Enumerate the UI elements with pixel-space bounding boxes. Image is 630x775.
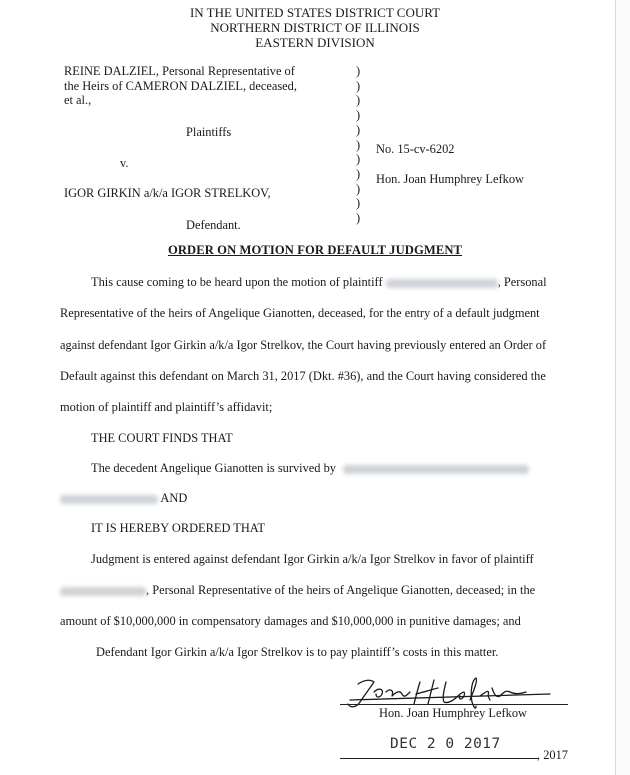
plaintiffs-label: Plaintiffs — [186, 125, 232, 139]
p3-line-2 — [60, 583, 535, 598]
court-name: IN THE UNITED STATES DISTRICT COURT — [189, 5, 441, 20]
redacted-survivors-cont — [60, 495, 158, 504]
caption-divider — [356, 64, 360, 226]
date-stamp: DEC 2 0 2017 — [390, 736, 501, 752]
redacted-survivors — [343, 465, 529, 474]
p1-line-1 — [91, 275, 547, 290]
p1-line-1-tail: , Personal — [497, 275, 547, 289]
judge-name: Hon. Joan Humphrey Lefkow — [376, 172, 524, 186]
finds-heading: THE COURT FINDS THAT — [91, 431, 233, 445]
paren-mark: ) — [356, 78, 361, 93]
paren-mark: ) — [356, 122, 361, 137]
court-header — [0, 5, 630, 50]
p2-line-2-text: AND — [160, 491, 188, 505]
paren-mark: ) — [356, 181, 361, 196]
p2-line-1-text: The decedent Angelique Gianotten is survived by — [91, 461, 336, 475]
paren-mark: ) — [356, 166, 361, 181]
order-title: ORDER ON MOTION FOR DEFAULT JUDGMENT — [167, 243, 463, 257]
case-number: No. 15-cv-6202 — [376, 142, 455, 156]
p1-line-4: Default against this defendant on March 31, 2017 (Dkt. #36), and the Court having considered the — [60, 369, 546, 383]
paren-mark: ) — [356, 196, 361, 211]
page-edge — [615, 0, 630, 775]
plaintiff-line-2: the Heirs of CAMERON DALZIEL, deceased, — [64, 78, 297, 93]
p3-line-2-text: , Personal Representative of the heirs of Angelique Gianotten, deceased; in the — [146, 583, 536, 597]
court-division: EASTERN DIVISION — [255, 35, 375, 50]
redacted-plaintiff — [60, 587, 146, 596]
paren-mark: ) — [356, 211, 361, 226]
date-year: , 2017 — [537, 748, 568, 762]
p4-line-1: Defendant Igor Girkin a/k/a Igor Strelkov is to pay plaintiff’s costs in this matter. — [96, 645, 499, 659]
paren-mark: ) — [356, 64, 361, 78]
court-district: NORTHERN DISTRICT OF ILLINOIS — [210, 20, 420, 35]
signer-name: Hon. Joan Humphrey Lefkow — [379, 706, 527, 720]
defendant-label: Defendant. — [186, 218, 241, 232]
versus-label: v. — [120, 156, 129, 170]
signature-line — [340, 704, 568, 705]
paren-mark: ) — [356, 108, 361, 123]
redacted-name — [386, 279, 498, 288]
p1-line-5: motion of plaintiff and plaintiff’s affidavit; — [60, 400, 273, 414]
p1-line-3: against defendant Igor Girkin a/k/a Igor Strelkov, the Court having previously entered an Order of — [60, 338, 547, 352]
paren-mark: ) — [356, 152, 361, 167]
date-line — [340, 758, 538, 759]
defendant-name: IGOR GIRKIN a/k/a IGOR STRELKOV, — [64, 186, 271, 200]
p2-line-1 — [91, 461, 529, 476]
p1-line-1-text: This cause coming to be heard upon the motion of plaintiff — [91, 275, 383, 289]
p2-line-2 — [60, 491, 187, 506]
plaintiff-line-3: et al., — [64, 93, 92, 108]
plaintiff-line-1: REINE DALZIEL, Personal Representative of — [64, 64, 295, 78]
p3-line-1: Judgment is entered against defendant Igor Girkin a/k/a Igor Strelkov in favor of plaintiff — [91, 552, 534, 566]
p3-line-3: amount of $10,000,000 in compensatory damages and $10,000,000 in punitive damages; and — [60, 614, 521, 628]
paren-mark: ) — [356, 93, 361, 108]
ordered-heading: IT IS HEREBY ORDERED THAT — [91, 521, 265, 535]
paren-mark: ) — [356, 137, 361, 152]
p1-line-2: Representative of the heirs of Angelique Gianotten, deceased, for the entry of a default judgment — [60, 306, 540, 320]
caption-plaintiffs — [64, 64, 297, 108]
